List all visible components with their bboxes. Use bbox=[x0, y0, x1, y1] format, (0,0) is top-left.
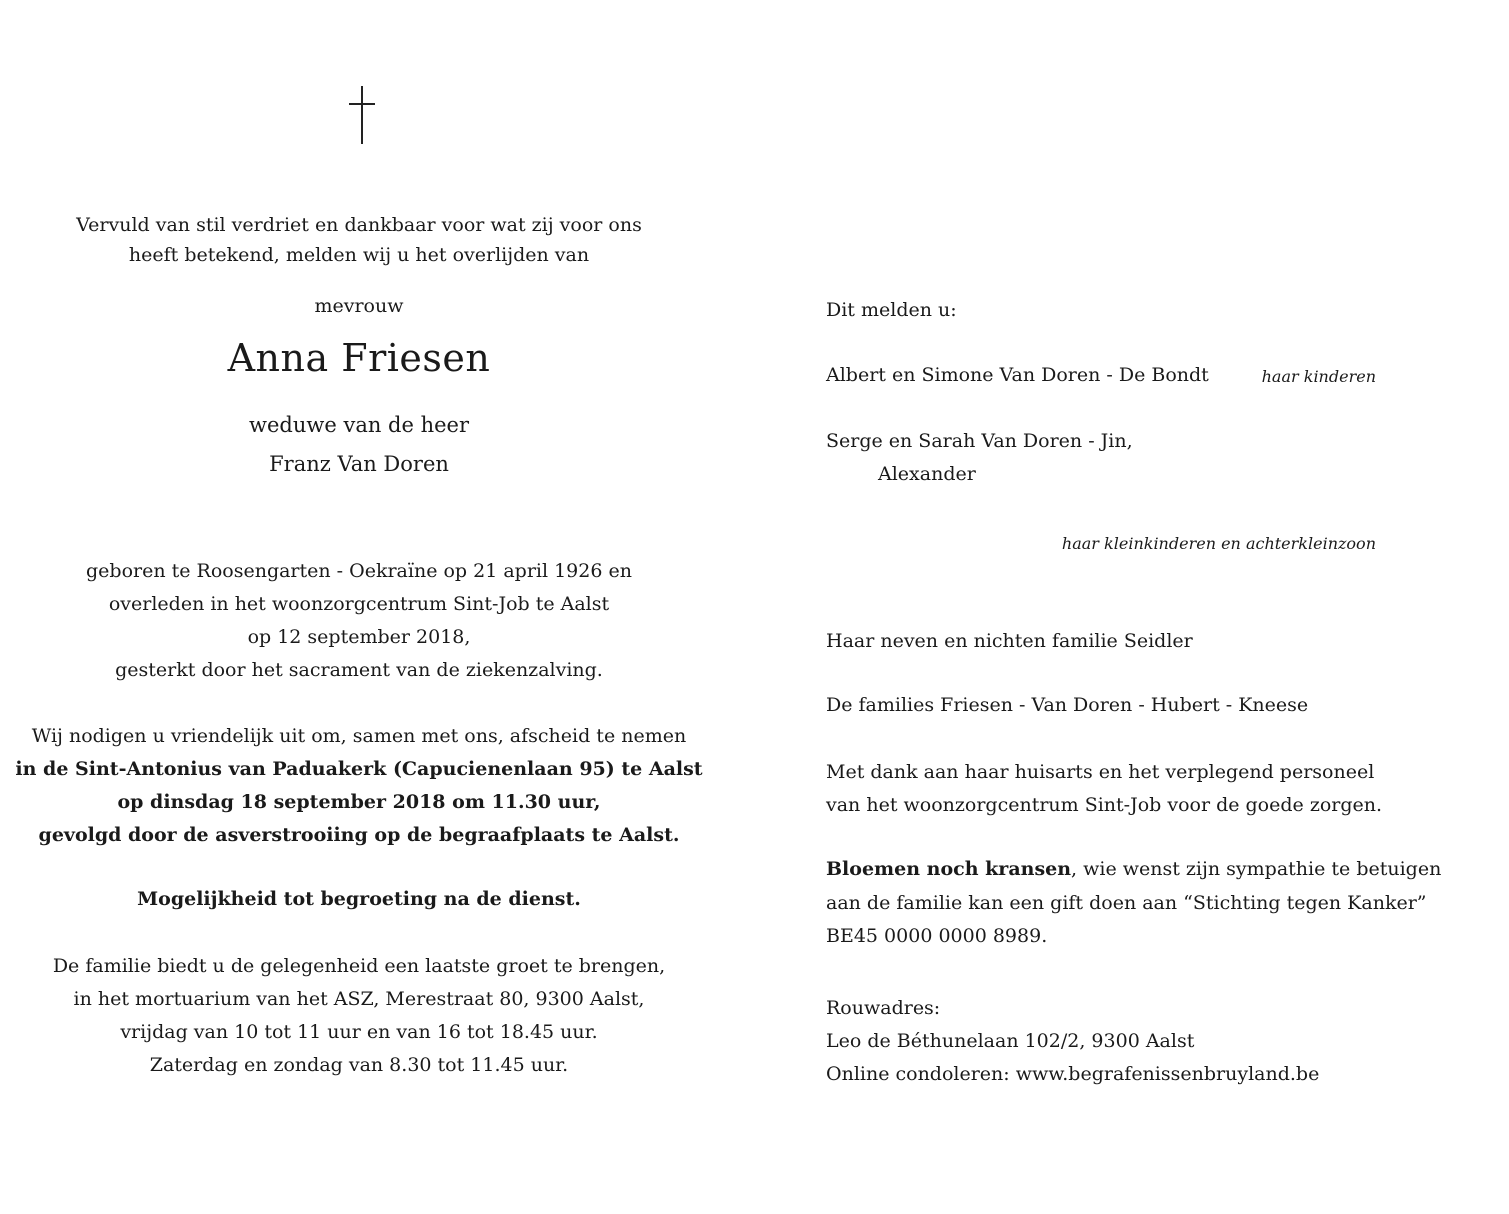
online-condolence-line: Online condoleren: www.begrafenissenbruyland.be bbox=[826, 1063, 1320, 1085]
widow-of: weduwe van de heer bbox=[249, 413, 469, 437]
ceremony-line-3: gevolgd door de asverstrooiing op de begraafplaats te Aalst. bbox=[38, 824, 680, 846]
grandchildren-names: Serge en Sarah Van Doren - Jin, bbox=[826, 430, 1133, 452]
spouse-name: Franz Van Doren bbox=[269, 452, 449, 476]
address-line: Leo de Béthunelaan 102/2, 9300 Aalst bbox=[826, 1030, 1195, 1052]
announce-line: Dit melden u: bbox=[826, 299, 957, 321]
invite-line: Wij nodigen u vriendelijk uit om, samen met ons, afscheid te nemen bbox=[31, 725, 687, 747]
children-role: haar kinderen bbox=[1261, 367, 1376, 386]
thanks-line-2: van het woonzorgcentrum Sint-Job voor de goede zorgen. bbox=[826, 794, 1383, 816]
address-label: Rouwadres: bbox=[826, 997, 941, 1019]
thanks-line-1: Met dank aan haar huisarts en het verplegend personeel bbox=[826, 761, 1375, 783]
iban-line: BE45 0000 0000 8989. bbox=[826, 925, 1048, 947]
ceremony-line-1: in de Sint-Antonius van Paduakerk (Capucienenlaan 95) te Aalst bbox=[15, 758, 703, 780]
donation-line: aan de familie kan een gift doen aan “Stichting tegen Kanker” bbox=[826, 892, 1427, 914]
flowers-rest: , wie wenst zijn sympathie te betuigen bbox=[1071, 858, 1442, 880]
birth-line-1: geboren te Roosengarten - Oekraïne op 21 april 1926 en bbox=[86, 560, 632, 582]
birth-line-3: op 12 september 2018, bbox=[247, 626, 471, 648]
intro-line-2: heeft betekend, melden wij u het overlijden van bbox=[128, 244, 590, 266]
grandchildren-role: haar kleinkinderen en achterkleinzoon bbox=[1061, 534, 1376, 553]
right-panel bbox=[826, 0, 1442, 1214]
salutation: mevrouw bbox=[314, 295, 404, 317]
families-line: De families Friesen - Van Doren - Hubert - Kneese bbox=[826, 694, 1309, 716]
visit-line-1: De familie biedt u de gelegenheid een laatste groet te brengen, bbox=[52, 955, 666, 977]
great-grandson-name: Alexander bbox=[878, 463, 976, 485]
birth-line-4: gesterkt door het sacrament van de ziekenzalving. bbox=[115, 659, 603, 681]
ceremony-line-2: op dinsdag 18 september 2018 om 11.30 uur, bbox=[117, 791, 601, 813]
deceased-name: Anna Friesen bbox=[227, 336, 491, 380]
greeting-line: Mogelijkheid tot begroeting na de dienst. bbox=[137, 888, 581, 910]
flowers-line bbox=[826, 858, 1441, 880]
flowers-bold: Bloemen noch kransen bbox=[826, 858, 1072, 880]
children-names: Albert en Simone Van Doren - De Bondt bbox=[826, 364, 1209, 386]
visit-line-2: in het mortuarium van het ASZ, Merestraat 80, 9300 Aalst, bbox=[73, 988, 645, 1010]
visit-line-4: Zaterdag en zondag van 8.30 tot 11.45 uur. bbox=[149, 1054, 569, 1076]
cross-icon bbox=[349, 86, 375, 144]
left-panel bbox=[0, 0, 718, 1214]
intro-line-1: Vervuld van stil verdriet en dankbaar voor wat zij voor ons bbox=[76, 214, 642, 236]
cousins-line: Haar neven en nichten familie Seidler bbox=[826, 630, 1193, 652]
birth-line-2: overleden in het woonzorgcentrum Sint-Job te Aalst bbox=[108, 593, 610, 615]
visit-line-3: vrijdag van 10 tot 11 uur en van 16 tot 18.45 uur. bbox=[120, 1021, 598, 1043]
